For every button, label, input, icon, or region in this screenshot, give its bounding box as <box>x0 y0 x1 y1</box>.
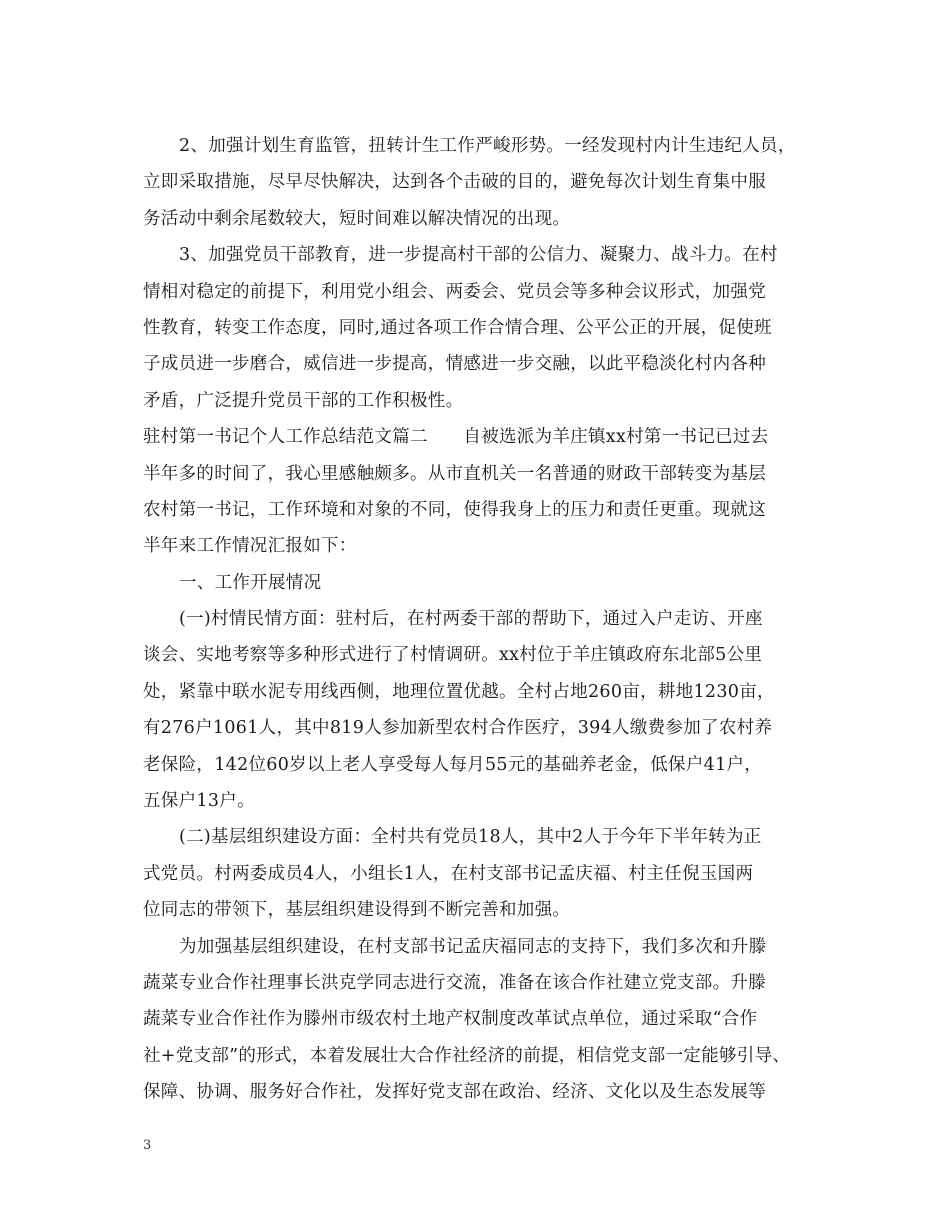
text-line: 子成员进一步磨合，威信进一步提高，情感进一步交融，以此平稳淡化村内各种 <box>143 354 766 375</box>
text-line: 谈会、实地考察等多种形式进行了村情调研。xx村位于羊庄镇政府东北部5公里 <box>143 645 763 666</box>
text-line: 农村第一书记，工作环境和对象的不同，使得我身上的压力和责任更重。现就这 <box>143 499 766 520</box>
text-line: 立即采取措施，尽早尽快解决，达到各个击破的目的，避免每次计划生育集中服 <box>143 172 766 193</box>
text-line: 蔬菜专业合作社作为滕州市级农村土地产权制度改革试点单位，通过采取“合作 <box>143 1009 758 1030</box>
page-number: 3 <box>143 1138 152 1153</box>
text-line: 为加强基层组织建设，在村支部书记孟庆福同志的支持下，我们多次和升滕 <box>179 936 767 957</box>
text-line: 半年来工作情况汇报如下： <box>143 536 357 557</box>
subsection-heading: 一、工作开展情况 <box>179 572 322 593</box>
text-line: 处，紧靠中联水泥专用线西侧，地理位置优越。全村占地260亩，耕地1230亩， <box>143 681 775 702</box>
text-line: 位同志的带领下，基层组织建设得到不断完善和加强。 <box>143 900 571 921</box>
text-line: 性教育，转变工作态度，同时,通过各项工作合情合理、公平公正的开展，促使班 <box>143 317 772 338</box>
text-line: (一)村情民情方面：驻村后，在村两委干部的帮助下，通过入户走访、开座 <box>179 609 763 630</box>
text-line: 五保户13户。 <box>143 791 255 812</box>
text-line: (二)基层组织建设方面：全村共有党员18人，其中2人于今年下半年转为正 <box>179 827 762 848</box>
text-line: 情相对稳定的前提下，利用党小组会、两委会、党员会等多种会议形式，加强党 <box>143 281 766 302</box>
document-body <box>143 128 823 1111</box>
text-line: 保障、协调、服务好合作社，发挥好党支部在政治、经济、文化以及生态发展等 <box>143 1082 766 1103</box>
section-heading-line: 驻村第一书记个人工作总结范文篇二 自被选派为羊庄镇xx村第一书记已过去 <box>143 427 769 448</box>
text-line: 蔬菜专业合作社理事长洪克学同志进行交流，准备在该合作社建立党支部。升滕 <box>143 972 766 993</box>
text-line: 矛盾，广泛提升党员干部的工作积极性。 <box>143 390 464 411</box>
text-line: 3、加强党员干部教育，进一步提高村干部的公信力、凝聚力、战斗力。在村 <box>179 245 778 266</box>
text-line: 2、加强计划生育监管，扭转计生工作严峻形势。一经发现村内计生违纪人员， <box>179 136 796 156</box>
text-line: 有276户1061人，其中819人参加新型农村合作医疗，394人缴费参加了农村养 <box>143 718 773 739</box>
text-line: 老保险，142位60岁以上老人享受每人每月55元的基础养老金，低保户41户， <box>143 754 763 775</box>
text-line: 半年多的时间了，我心里感触颇多。从市直机关一名普通的财政干部转变为基层 <box>143 463 766 484</box>
text-line: 式党员。村两委成员4人，小组长1人，在村支部书记孟庆福、村主任倪玉国两 <box>143 863 754 884</box>
text-line: 社+党支部”的形式，本着发展壮大合作社经济的前提，相信党支部一定能够引导、 <box>143 1045 791 1066</box>
text-line: 务活动中剩余尾数较大，短时间难以解决情况的出现。 <box>143 208 571 229</box>
